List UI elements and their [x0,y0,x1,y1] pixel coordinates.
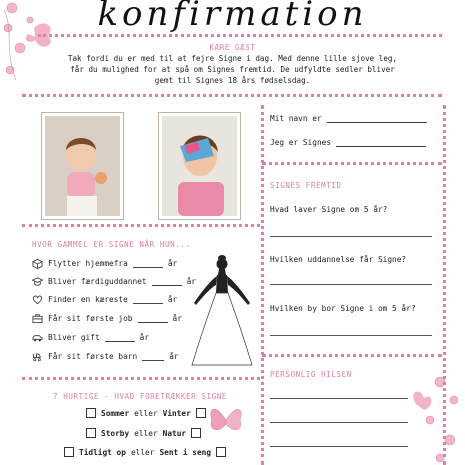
baby-carriage-icon [32,351,43,362]
box-icon [32,258,43,269]
photo-baby [42,113,123,219]
wedding-car-icon [32,332,43,343]
quick-pair-3: Tidligt op eller Sent i seng [64,447,226,457]
future-question-2: Hvilken uddannelse får Signe? [270,255,407,264]
name-field[interactable] [327,114,427,123]
greeting-line-3[interactable] [270,446,408,447]
right-edge-divider [443,105,446,465]
checkbox-vinter[interactable] [196,408,206,418]
age-blank-4[interactable] [138,314,168,323]
greeting-line-2[interactable] [270,422,408,423]
graduation-cap-icon [32,276,43,287]
name-label: Mit navn er [270,114,322,123]
relation-field-row [270,138,426,147]
identity-divider [262,162,442,165]
heart-icon [32,294,43,305]
age-item-2: Bliver færdiguddannet år [32,276,196,287]
checkbox-tidligt-op[interactable] [64,447,74,457]
age-blank-2[interactable] [152,277,182,286]
age-divider [22,377,260,380]
age-heading: HVOR GAMMEL ER SIGNE NÅR HUN... [32,240,191,249]
age-item-4: Får sit første job år [32,313,182,324]
flower-decoration-bottom-right [410,370,465,465]
checkbox-sommer[interactable] [86,408,96,418]
top-divider [38,34,442,37]
checkbox-sent-i-seng[interactable] [216,447,226,457]
bride-silhouette-image [188,255,256,367]
intro-heading: KÆRE GÆST [209,43,256,52]
greeting-line-1[interactable] [270,398,408,399]
checkbox-storby[interactable] [86,428,96,438]
age-blank-3[interactable] [133,295,163,304]
age-item-6: Får sit første barn år [32,351,179,362]
butterfly-decoration-mid [208,400,244,442]
photos-divider [22,224,260,227]
name-field-row [270,114,427,123]
age-blank-1[interactable] [133,259,163,268]
age-blank-6[interactable] [142,352,164,361]
intro-text: Tak fordi du er med til at fejre Signe i dag. Med denne lille sjove leg, får du mulighed for at spå om Signes fremtid. De udfyldte sedler bliver gemt til Signes 18 års fødselsdag. [67,54,398,85]
future-question-3: Hvilken by bor Signe i om 5 år? [270,304,416,313]
future-answer-3-line[interactable] [270,335,432,336]
quick-pair-2: Storby eller Natur [86,428,201,438]
relation-label: Jeg er Signes [270,138,332,147]
future-answer-2-line[interactable] [270,284,432,285]
quick-heading: 7 HURTIGE - HVAD FORETRÆKKER SIGNE [53,392,227,401]
intro-divider [22,94,442,97]
age-item-3: Finder en kæreste år [32,294,177,305]
quick-pair-1: Sommer eller Vinter [86,408,206,418]
greeting-heading: PERSONLIG HILSEN [270,370,352,379]
briefcase-icon [32,313,43,324]
age-blank-5[interactable] [105,333,135,342]
age-item-5: Bliver gift år [32,332,149,343]
column-divider [261,105,264,465]
page-title: konfirmation [97,0,368,34]
checkbox-natur[interactable] [191,428,201,438]
photo-girl [159,113,240,219]
age-item-1: Flytter hjemmefra år [32,258,177,269]
future-heading: SIGNES FREMTID [270,181,342,190]
future-answer-1-line[interactable] [270,236,432,237]
future-question-1: Hvad laver Signe om 5 år? [270,205,388,214]
relation-field[interactable] [336,138,426,147]
future-divider [262,354,442,357]
